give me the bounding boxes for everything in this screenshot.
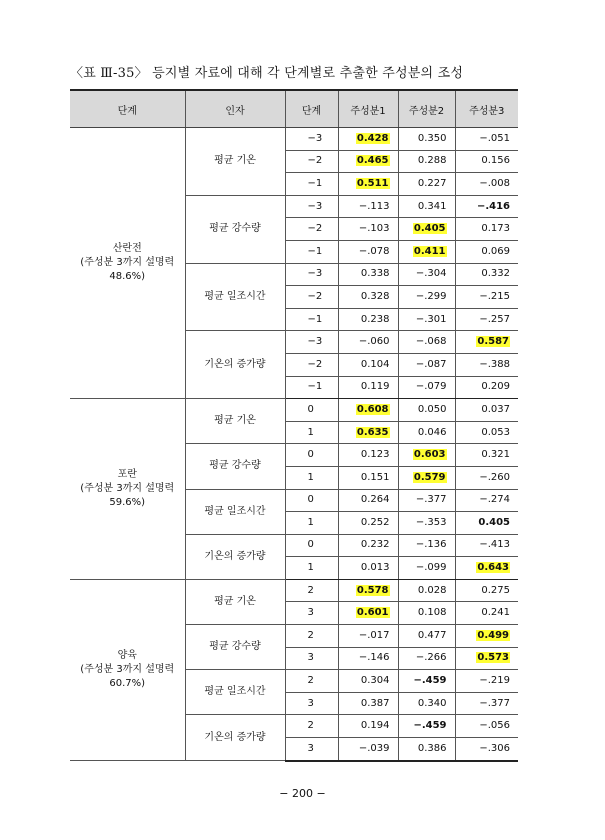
value: 0.579 bbox=[413, 471, 446, 483]
value: 0.069 bbox=[481, 245, 510, 257]
pc3-cell bbox=[455, 625, 518, 648]
value: 0.573 bbox=[477, 652, 509, 664]
value: −.301 bbox=[415, 313, 447, 325]
pc3-cell bbox=[455, 421, 518, 444]
value: 0.587 bbox=[477, 336, 509, 348]
value: −.087 bbox=[415, 358, 447, 370]
stage-pct: 48.6%) bbox=[109, 271, 146, 283]
pc1-cell bbox=[338, 738, 398, 761]
pc2-cell bbox=[398, 195, 455, 218]
stage-note: (주성분 3까지 설명력 bbox=[80, 257, 175, 269]
value: 0.173 bbox=[481, 223, 510, 235]
pc2-cell bbox=[398, 534, 455, 557]
value: −.274 bbox=[479, 494, 510, 506]
level-cell: −1 bbox=[285, 308, 338, 331]
level-cell: 1 bbox=[285, 466, 338, 489]
pc3-cell bbox=[455, 376, 518, 399]
stage-stage: 포란 bbox=[117, 469, 137, 480]
header-pc1: 주성분1 bbox=[338, 90, 398, 128]
pc3-cell bbox=[455, 218, 518, 241]
pc2-cell bbox=[398, 173, 455, 196]
value: 0.511 bbox=[356, 177, 389, 189]
pc1-cell bbox=[338, 376, 398, 399]
value: 0.104 bbox=[360, 358, 390, 370]
pc3-cell bbox=[455, 399, 518, 422]
pc2-cell bbox=[398, 738, 455, 761]
pc2-cell bbox=[398, 421, 455, 444]
value: 0.108 bbox=[417, 607, 447, 619]
level-cell: −1 bbox=[285, 173, 338, 196]
stage-stage: 양육 bbox=[117, 650, 137, 661]
pc3-cell bbox=[455, 444, 518, 467]
pc1-cell bbox=[338, 421, 398, 444]
pc3-cell bbox=[455, 647, 518, 670]
pc2-cell bbox=[398, 286, 455, 309]
value: −.039 bbox=[358, 742, 390, 754]
value: 0.635 bbox=[356, 426, 389, 438]
pc3-cell bbox=[455, 331, 518, 354]
value: −.459 bbox=[413, 720, 447, 732]
pc2-cell bbox=[398, 308, 455, 331]
pc1-cell bbox=[338, 579, 398, 602]
value: 0.123 bbox=[360, 449, 390, 461]
pc1-cell bbox=[338, 534, 398, 557]
value: −.146 bbox=[358, 652, 390, 664]
value: 0.288 bbox=[417, 155, 447, 167]
value: −.103 bbox=[358, 223, 390, 235]
level-cell: −2 bbox=[285, 286, 338, 309]
pc3-cell bbox=[455, 308, 518, 331]
value: 0.340 bbox=[417, 697, 447, 709]
level-cell: 0 bbox=[285, 534, 338, 557]
value: −.017 bbox=[358, 629, 390, 641]
value: −.099 bbox=[415, 562, 447, 574]
pc2-cell bbox=[398, 489, 455, 512]
value: −.051 bbox=[479, 132, 510, 144]
value: 0.013 bbox=[360, 562, 390, 574]
stage-cell bbox=[70, 399, 185, 580]
factor-cell: 평균 일조시간 bbox=[185, 263, 285, 331]
pc3-cell bbox=[455, 286, 518, 309]
pc3-cell bbox=[455, 579, 518, 602]
level-cell: −2 bbox=[285, 150, 338, 173]
pc2-cell bbox=[398, 512, 455, 535]
factor-cell: 기온의 증가량 bbox=[185, 715, 285, 761]
level-cell: −3 bbox=[285, 263, 338, 286]
level-cell: 1 bbox=[285, 421, 338, 444]
level-cell: 0 bbox=[285, 399, 338, 422]
pc1-cell bbox=[338, 444, 398, 467]
value: 0.411 bbox=[413, 245, 446, 257]
pc1-cell bbox=[338, 308, 398, 331]
level-cell: 0 bbox=[285, 489, 338, 512]
factor-cell: 평균 기온 bbox=[185, 128, 285, 196]
level-cell: 1 bbox=[285, 557, 338, 580]
pc1-cell bbox=[338, 647, 398, 670]
header-row bbox=[70, 90, 518, 128]
value: 0.232 bbox=[360, 539, 390, 551]
pc2-cell bbox=[398, 376, 455, 399]
value: 0.321 bbox=[481, 449, 510, 461]
pc2-cell bbox=[398, 353, 455, 376]
pc1-cell bbox=[338, 670, 398, 693]
level-cell: −1 bbox=[285, 376, 338, 399]
table-caption: 〈표 Ⅲ-35〉 등지별 자료에 대해 각 단계별로 추출한 주성분의 조성 bbox=[70, 66, 464, 81]
pc1-cell bbox=[338, 489, 398, 512]
value: −.459 bbox=[413, 675, 447, 687]
pc1-cell bbox=[338, 173, 398, 196]
pc1-cell bbox=[338, 625, 398, 648]
pc2-cell bbox=[398, 579, 455, 602]
value: −.113 bbox=[358, 200, 390, 212]
level-cell: −1 bbox=[285, 240, 338, 263]
pc1-cell bbox=[338, 602, 398, 625]
value: 0.209 bbox=[481, 381, 510, 393]
level-cell: −2 bbox=[285, 218, 338, 241]
value: 0.151 bbox=[360, 471, 390, 483]
value: −.056 bbox=[479, 720, 510, 732]
level-cell: −2 bbox=[285, 353, 338, 376]
value: 0.252 bbox=[360, 516, 390, 528]
header-pc3: 주성분3 bbox=[455, 90, 518, 128]
pc2-cell bbox=[398, 625, 455, 648]
stage-stage: 산란전 bbox=[112, 243, 142, 255]
pc1-cell bbox=[338, 218, 398, 241]
value: 0.477 bbox=[417, 629, 447, 641]
level-cell: 3 bbox=[285, 738, 338, 761]
value: 0.328 bbox=[360, 290, 390, 302]
value: 0.465 bbox=[356, 155, 389, 167]
pc3-cell bbox=[455, 150, 518, 173]
value: 0.053 bbox=[481, 426, 510, 438]
pc1-cell bbox=[338, 128, 398, 151]
value: 0.341 bbox=[417, 200, 447, 212]
value: 0.119 bbox=[360, 381, 390, 393]
pc2-cell bbox=[398, 715, 455, 738]
value: −.136 bbox=[415, 539, 447, 551]
header-factor: 인자 bbox=[185, 90, 285, 128]
value: −.304 bbox=[415, 268, 447, 280]
value: −.079 bbox=[415, 381, 447, 393]
pc3-cell bbox=[455, 240, 518, 263]
pc1-cell bbox=[338, 286, 398, 309]
value: 0.428 bbox=[356, 132, 389, 144]
pc3-cell bbox=[455, 128, 518, 151]
factor-cell: 평균 강수량 bbox=[185, 195, 285, 263]
page-number: − 200 − bbox=[279, 787, 326, 800]
pc2-cell bbox=[398, 444, 455, 467]
value: −.219 bbox=[479, 675, 510, 687]
level-cell: 2 bbox=[285, 715, 338, 738]
value: 0.227 bbox=[417, 177, 447, 189]
pc1-cell bbox=[338, 150, 398, 173]
value: 0.603 bbox=[413, 449, 446, 461]
level-cell: −3 bbox=[285, 195, 338, 218]
pc2-cell bbox=[398, 331, 455, 354]
pc2-cell bbox=[398, 128, 455, 151]
value: 0.241 bbox=[481, 607, 510, 619]
value: −.266 bbox=[415, 652, 447, 664]
pc2-cell bbox=[398, 218, 455, 241]
value: −.008 bbox=[479, 177, 510, 189]
table-body bbox=[70, 128, 518, 761]
pc3-cell bbox=[455, 512, 518, 535]
stage-note: (주성분 3까지 설명력 bbox=[80, 664, 175, 675]
level-cell: −3 bbox=[285, 128, 338, 151]
level-cell: −3 bbox=[285, 331, 338, 354]
value: 0.387 bbox=[360, 697, 390, 709]
value: −.413 bbox=[479, 539, 510, 551]
pc3-cell bbox=[455, 489, 518, 512]
value: 0.304 bbox=[360, 675, 390, 687]
value: −.060 bbox=[358, 336, 390, 348]
level-cell: 2 bbox=[285, 579, 338, 602]
factor-cell: 평균 일조시간 bbox=[185, 670, 285, 715]
factor-cell: 평균 일조시간 bbox=[185, 489, 285, 534]
pc3-cell bbox=[455, 738, 518, 761]
stage-note: (주성분 3까지 설명력 bbox=[80, 483, 175, 494]
value: −.260 bbox=[479, 471, 510, 483]
header-level: 단계 bbox=[285, 90, 338, 128]
pc2-cell bbox=[398, 602, 455, 625]
pc2-cell bbox=[398, 240, 455, 263]
level-cell: 2 bbox=[285, 625, 338, 648]
factor-cell: 평균 강수량 bbox=[185, 444, 285, 489]
value: −.215 bbox=[479, 290, 510, 302]
value: 0.499 bbox=[477, 629, 509, 641]
table-row bbox=[70, 399, 518, 422]
value: −.306 bbox=[479, 742, 510, 754]
value: 0.601 bbox=[356, 607, 389, 619]
level-cell: 2 bbox=[285, 670, 338, 693]
pc3-cell bbox=[455, 353, 518, 376]
factor-cell: 평균 기온 bbox=[185, 579, 285, 624]
pc3-cell bbox=[455, 715, 518, 738]
pc1-cell bbox=[338, 353, 398, 376]
value: 0.050 bbox=[417, 403, 447, 415]
stage-cell bbox=[70, 579, 185, 760]
pc2-cell bbox=[398, 399, 455, 422]
value: 0.405 bbox=[478, 516, 510, 528]
pc2-cell bbox=[398, 670, 455, 693]
pc3-cell bbox=[455, 670, 518, 693]
pc1-cell bbox=[338, 331, 398, 354]
value: −.068 bbox=[415, 336, 447, 348]
value: 0.350 bbox=[417, 132, 447, 144]
stage-pct: 60.7%) bbox=[109, 678, 146, 689]
header-stage: 단계 bbox=[70, 90, 185, 128]
pc1-cell bbox=[338, 466, 398, 489]
pc2-cell bbox=[398, 150, 455, 173]
value: 0.578 bbox=[356, 584, 389, 596]
table-row bbox=[70, 579, 518, 602]
pc1-cell bbox=[338, 512, 398, 535]
value: 0.028 bbox=[417, 584, 447, 596]
factor-cell: 기온의 증가량 bbox=[185, 534, 285, 579]
level-cell: 0 bbox=[285, 444, 338, 467]
factor-cell: 평균 강수량 bbox=[185, 625, 285, 670]
value: 0.405 bbox=[413, 223, 446, 235]
pc1-cell bbox=[338, 240, 398, 263]
value: 0.037 bbox=[481, 403, 510, 415]
value: −.416 bbox=[476, 200, 510, 212]
pc1-cell bbox=[338, 195, 398, 218]
value: −.257 bbox=[479, 313, 510, 325]
pc2-cell bbox=[398, 692, 455, 715]
pc2-cell bbox=[398, 466, 455, 489]
value: −.299 bbox=[415, 290, 447, 302]
pc1-cell bbox=[338, 557, 398, 580]
pc2-cell bbox=[398, 557, 455, 580]
pc3-cell bbox=[455, 173, 518, 196]
value: 0.386 bbox=[417, 742, 447, 754]
table-row bbox=[70, 128, 518, 151]
pc3-cell bbox=[455, 195, 518, 218]
value: −.353 bbox=[415, 516, 447, 528]
level-cell: 3 bbox=[285, 602, 338, 625]
value: 0.275 bbox=[481, 584, 510, 596]
value: −.377 bbox=[415, 494, 447, 506]
value: 0.238 bbox=[360, 313, 390, 325]
value: 0.332 bbox=[481, 268, 510, 280]
value: −.388 bbox=[479, 358, 510, 370]
pc1-cell bbox=[338, 399, 398, 422]
pc3-cell bbox=[455, 557, 518, 580]
pc3-cell bbox=[455, 602, 518, 625]
value: −.078 bbox=[358, 245, 390, 257]
pc3-cell bbox=[455, 534, 518, 557]
value: 0.156 bbox=[481, 155, 510, 167]
factor-cell: 평균 기온 bbox=[185, 399, 285, 444]
pc1-cell bbox=[338, 692, 398, 715]
value: 0.194 bbox=[360, 720, 390, 732]
pc3-cell bbox=[455, 466, 518, 489]
pc2-cell bbox=[398, 647, 455, 670]
level-cell: 3 bbox=[285, 692, 338, 715]
pc1-cell bbox=[338, 263, 398, 286]
pc2-cell bbox=[398, 263, 455, 286]
pca-composition-table bbox=[70, 89, 518, 762]
header-pc2: 주성분2 bbox=[398, 90, 455, 128]
level-cell: 3 bbox=[285, 647, 338, 670]
stage-pct: 59.6%) bbox=[109, 497, 146, 508]
value: 0.608 bbox=[356, 403, 389, 415]
pc3-cell bbox=[455, 263, 518, 286]
pc1-cell bbox=[338, 715, 398, 738]
value: 0.643 bbox=[477, 562, 509, 574]
stage-cell bbox=[70, 128, 185, 399]
pc3-cell bbox=[455, 692, 518, 715]
value: 0.264 bbox=[360, 494, 390, 506]
factor-cell: 기온의 증가량 bbox=[185, 331, 285, 399]
value: −.377 bbox=[479, 697, 510, 709]
value: 0.046 bbox=[417, 426, 447, 438]
level-cell: 1 bbox=[285, 512, 338, 535]
value: 0.338 bbox=[360, 268, 390, 280]
